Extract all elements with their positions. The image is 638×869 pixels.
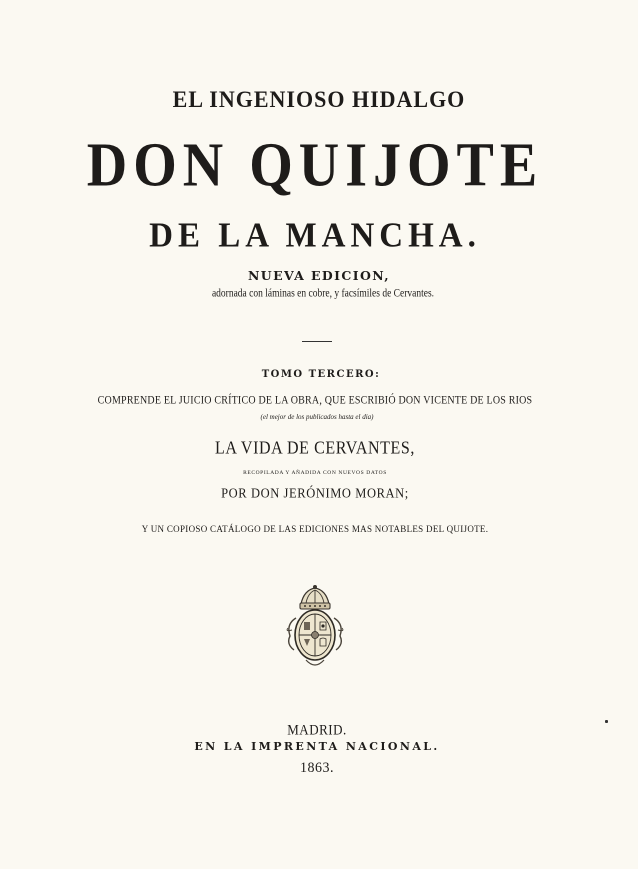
edition-description: adornada con láminas en cobre, y facsímiles de Cervantes. [211, 287, 435, 301]
author-line: POR DON JERÓNIMO MORAN; [221, 485, 409, 501]
subtitle: DE LA MANCHA. [149, 216, 481, 255]
pretitle: EL INGENIOSO HIDALGO [172, 85, 466, 113]
volume-note: (el mejor de los publicados hasta el dia) [260, 413, 374, 421]
catalogue-line: Y UN COPIOSO CATÁLOGO DE LAS EDICIONES MAS NOTABLES DEL QUIJOTE. [141, 523, 489, 535]
royal-coat-of-arms-icon [282, 584, 348, 670]
edition-title: NUEVA EDICION, [247, 268, 391, 283]
paper-speck [605, 720, 608, 723]
biography-title: LA VIDA DE CERVANTES, [214, 438, 416, 458]
imprint-printer: EN LA IMPRENTA NACIONAL. [194, 740, 440, 753]
imprint-year: 1863. [300, 760, 334, 777]
divider-rule [302, 341, 332, 342]
volume-contents: COMPRENDE EL JUICIO CRÍTICO DE LA OBRA, QUE ESCRIBIÓ DON VICENTE DE LOS RIOS [97, 394, 533, 407]
biography-subtitle: RECOPILADA Y AÑADIDA CON NUEVOS DATOS [243, 470, 387, 476]
volume-heading: TOMO TERCERO: [261, 369, 381, 380]
main-title: DON QUIJOTE [86, 130, 544, 201]
imprint-city: MADRID. [287, 721, 347, 738]
